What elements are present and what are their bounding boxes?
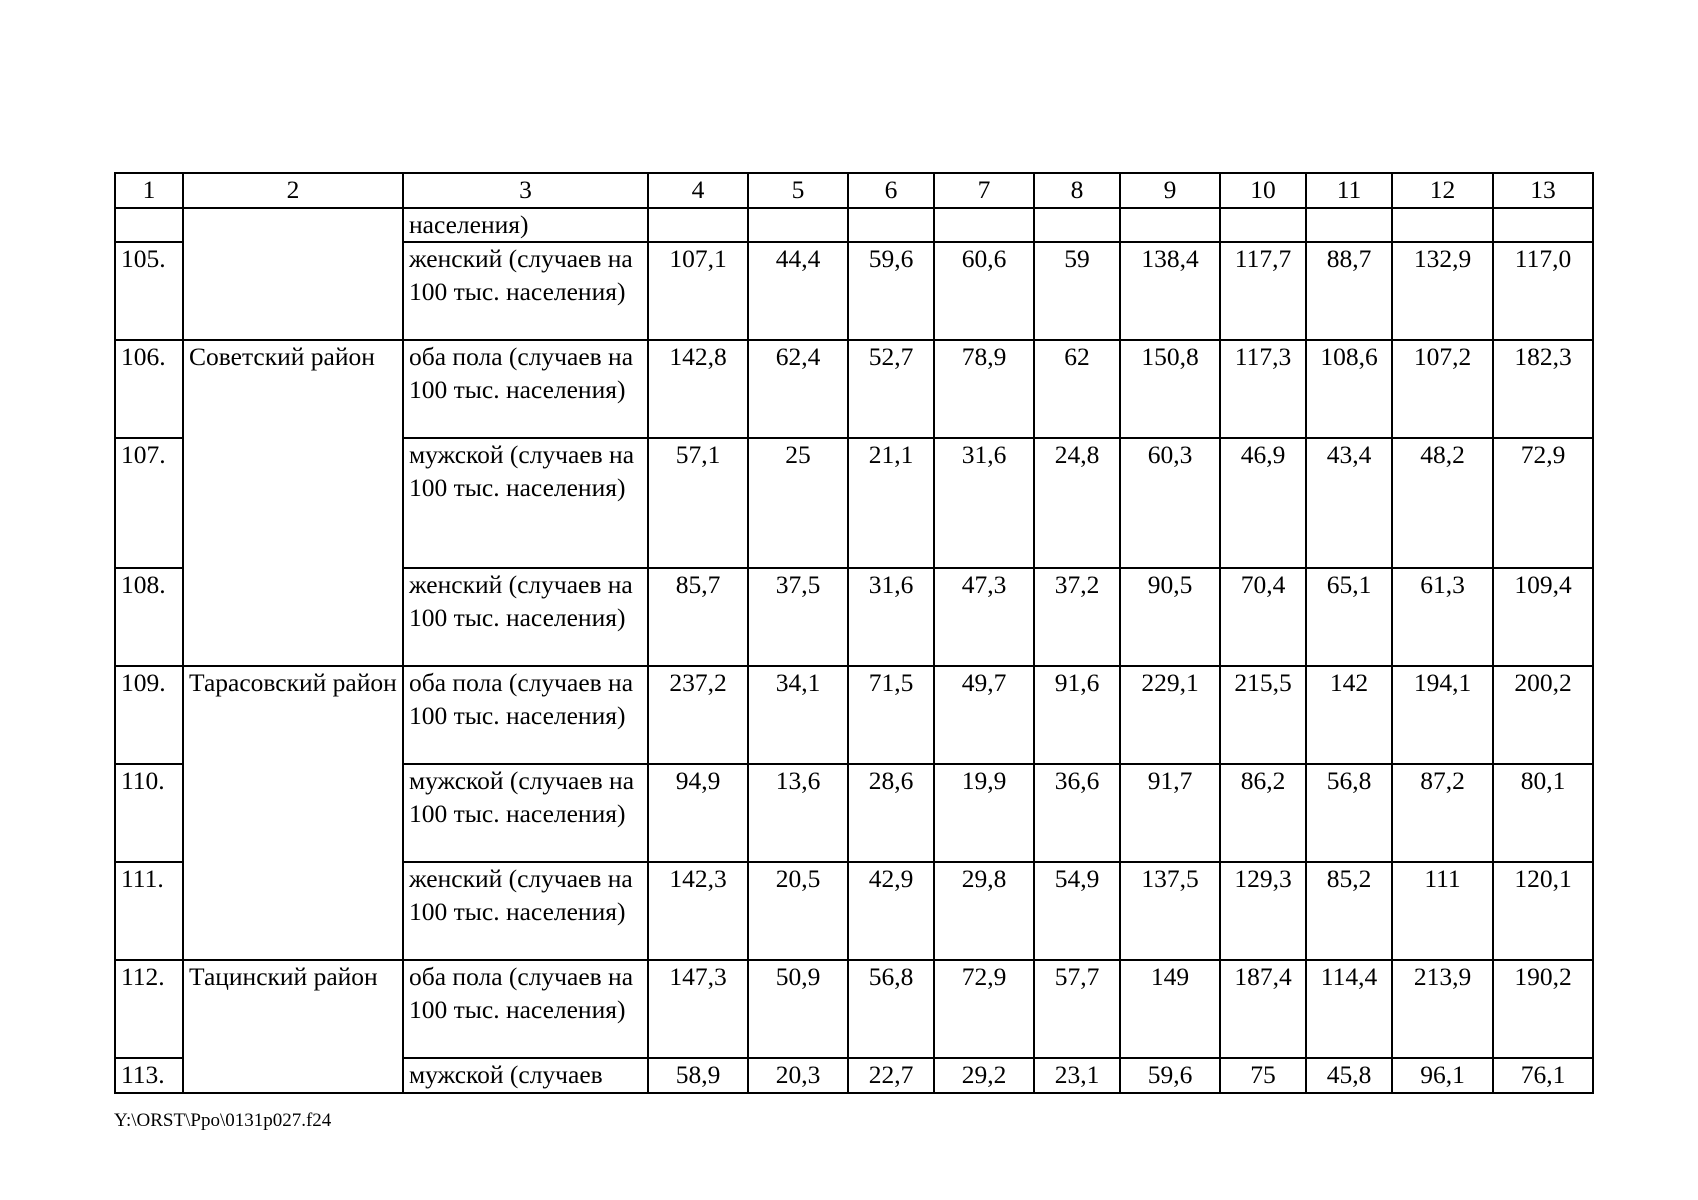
value-cell: 87,2 xyxy=(1392,764,1493,862)
sex-cell: оба пола (случаев на 100 тыс. населения) xyxy=(403,960,648,1058)
table-row xyxy=(115,340,1593,438)
value-cell: 215,5 xyxy=(1220,666,1306,764)
value-cell: 62 xyxy=(1034,340,1120,438)
value-cell: 237,2 xyxy=(648,666,748,764)
value-cell: 138,4 xyxy=(1120,242,1220,340)
value-cell: 62,4 xyxy=(748,340,848,438)
value-cell: 60,3 xyxy=(1120,438,1220,568)
value-cell: 22,7 xyxy=(848,1058,934,1093)
value-cell: 85,2 xyxy=(1306,862,1392,960)
value-cell: 31,6 xyxy=(934,438,1034,568)
row-number: 107. xyxy=(115,438,183,568)
column-header: 8 xyxy=(1034,173,1120,208)
value-cell: 76,1 xyxy=(1493,1058,1593,1093)
value-cell: 96,1 xyxy=(1392,1058,1493,1093)
sex-cell: мужской (случаев на 100 тыс. населения) xyxy=(403,764,648,862)
value-cell: 117,3 xyxy=(1220,340,1306,438)
value-cell: 34,1 xyxy=(748,666,848,764)
sex-cell: населения) xyxy=(403,208,648,243)
value-cell: 60,6 xyxy=(934,242,1034,340)
column-header: 5 xyxy=(748,173,848,208)
row-number: 108. xyxy=(115,568,183,666)
value-cell: 137,5 xyxy=(1120,862,1220,960)
value-cell: 187,4 xyxy=(1220,960,1306,1058)
value-cell: 56,8 xyxy=(1306,764,1392,862)
value-cell xyxy=(1306,208,1392,243)
value-cell: 117,7 xyxy=(1220,242,1306,340)
value-cell: 42,9 xyxy=(848,862,934,960)
sex-cell: женский (случаев на 100 тыс. населения) xyxy=(403,568,648,666)
value-cell: 20,3 xyxy=(748,1058,848,1093)
value-cell: 132,9 xyxy=(1392,242,1493,340)
value-cell: 78,9 xyxy=(934,340,1034,438)
value-cell: 142,3 xyxy=(648,862,748,960)
value-cell: 88,7 xyxy=(1306,242,1392,340)
row-number: 112. xyxy=(115,960,183,1058)
value-cell: 108,6 xyxy=(1306,340,1392,438)
value-cell: 200,2 xyxy=(1493,666,1593,764)
value-cell: 65,1 xyxy=(1306,568,1392,666)
column-header: 9 xyxy=(1120,173,1220,208)
value-cell: 57,1 xyxy=(648,438,748,568)
value-cell: 142,8 xyxy=(648,340,748,438)
column-header: 3 xyxy=(403,173,648,208)
row-number xyxy=(115,208,183,243)
value-cell: 59,6 xyxy=(848,242,934,340)
column-header: 13 xyxy=(1493,173,1593,208)
district-cell: Советский район xyxy=(183,340,403,666)
value-cell: 70,4 xyxy=(1220,568,1306,666)
value-cell xyxy=(1392,208,1493,243)
value-cell: 107,1 xyxy=(648,242,748,340)
value-cell: 25 xyxy=(748,438,848,568)
row-number: 110. xyxy=(115,764,183,862)
value-cell: 47,3 xyxy=(934,568,1034,666)
district-cell: Тацинский район xyxy=(183,960,403,1093)
value-cell: 117,0 xyxy=(1493,242,1593,340)
row-number: 106. xyxy=(115,340,183,438)
column-header: 7 xyxy=(934,173,1034,208)
value-cell: 20,5 xyxy=(748,862,848,960)
value-cell: 21,1 xyxy=(848,438,934,568)
column-header: 6 xyxy=(848,173,934,208)
value-cell: 37,5 xyxy=(748,568,848,666)
column-header: 11 xyxy=(1306,173,1392,208)
value-cell: 28,6 xyxy=(848,764,934,862)
row-number: 111. xyxy=(115,862,183,960)
value-cell: 107,2 xyxy=(1392,340,1493,438)
value-cell: 229,1 xyxy=(1120,666,1220,764)
value-cell: 19,9 xyxy=(934,764,1034,862)
value-cell: 80,1 xyxy=(1493,764,1593,862)
value-cell: 190,2 xyxy=(1493,960,1593,1058)
value-cell: 13,6 xyxy=(748,764,848,862)
row-number: 105. xyxy=(115,242,183,340)
column-header: 12 xyxy=(1392,173,1493,208)
value-cell: 24,8 xyxy=(1034,438,1120,568)
value-cell: 129,3 xyxy=(1220,862,1306,960)
value-cell xyxy=(1034,208,1120,243)
value-cell: 72,9 xyxy=(1493,438,1593,568)
value-cell: 59 xyxy=(1034,242,1120,340)
value-cell xyxy=(934,208,1034,243)
table-row xyxy=(115,666,1593,764)
value-cell: 91,7 xyxy=(1120,764,1220,862)
value-cell: 86,2 xyxy=(1220,764,1306,862)
table-row xyxy=(115,960,1593,1058)
value-cell: 37,2 xyxy=(1034,568,1120,666)
value-cell: 57,7 xyxy=(1034,960,1120,1058)
value-cell: 85,7 xyxy=(648,568,748,666)
statistics-table xyxy=(114,172,1594,1094)
value-cell: 120,1 xyxy=(1493,862,1593,960)
value-cell: 213,9 xyxy=(1392,960,1493,1058)
sex-cell: мужской (случаев xyxy=(403,1058,648,1093)
value-cell: 45,8 xyxy=(1306,1058,1392,1093)
value-cell: 58,9 xyxy=(648,1058,748,1093)
value-cell: 109,4 xyxy=(1493,568,1593,666)
value-cell: 56,8 xyxy=(848,960,934,1058)
value-cell: 59,6 xyxy=(1120,1058,1220,1093)
value-cell: 29,8 xyxy=(934,862,1034,960)
value-cell: 44,4 xyxy=(748,242,848,340)
value-cell: 75 xyxy=(1220,1058,1306,1093)
value-cell: 150,8 xyxy=(1120,340,1220,438)
sex-cell: мужской (случаев на 100 тыс. населения) xyxy=(403,438,648,568)
value-cell: 48,2 xyxy=(1392,438,1493,568)
column-header: 10 xyxy=(1220,173,1306,208)
value-cell: 91,6 xyxy=(1034,666,1120,764)
value-cell: 49,7 xyxy=(934,666,1034,764)
value-cell: 72,9 xyxy=(934,960,1034,1058)
value-cell: 182,3 xyxy=(1493,340,1593,438)
value-cell: 71,5 xyxy=(848,666,934,764)
district-cell xyxy=(183,208,403,341)
district-cell: Тарасовский район xyxy=(183,666,403,960)
value-cell: 46,9 xyxy=(1220,438,1306,568)
value-cell: 43,4 xyxy=(1306,438,1392,568)
row-number: 113. xyxy=(115,1058,183,1093)
sex-cell: оба пола (случаев на 100 тыс. населения) xyxy=(403,666,648,764)
value-cell: 114,4 xyxy=(1306,960,1392,1058)
value-cell xyxy=(1220,208,1306,243)
value-cell: 36,6 xyxy=(1034,764,1120,862)
value-cell: 50,9 xyxy=(748,960,848,1058)
value-cell xyxy=(1120,208,1220,243)
value-cell: 61,3 xyxy=(1392,568,1493,666)
sex-cell: женский (случаев на 100 тыс. населения) xyxy=(403,242,648,340)
column-header: 4 xyxy=(648,173,748,208)
value-cell: 31,6 xyxy=(848,568,934,666)
sex-cell: оба пола (случаев на 100 тыс. населения) xyxy=(403,340,648,438)
row-number: 109. xyxy=(115,666,183,764)
column-header: 2 xyxy=(183,173,403,208)
value-cell: 94,9 xyxy=(648,764,748,862)
value-cell: 90,5 xyxy=(1120,568,1220,666)
file-path-footer: Y:\ORST\Ppo\0131p027.f24 xyxy=(114,1110,332,1131)
table-row xyxy=(115,208,1593,243)
value-cell xyxy=(1493,208,1593,243)
value-cell: 54,9 xyxy=(1034,862,1120,960)
value-cell: 111 xyxy=(1392,862,1493,960)
value-cell: 52,7 xyxy=(848,340,934,438)
value-cell: 23,1 xyxy=(1034,1058,1120,1093)
column-number-row xyxy=(115,173,1593,208)
value-cell: 147,3 xyxy=(648,960,748,1058)
value-cell xyxy=(748,208,848,243)
value-cell xyxy=(848,208,934,243)
value-cell: 149 xyxy=(1120,960,1220,1058)
value-cell: 142 xyxy=(1306,666,1392,764)
value-cell: 29,2 xyxy=(934,1058,1034,1093)
value-cell xyxy=(648,208,748,243)
sex-cell: женский (случаев на 100 тыс. населения) xyxy=(403,862,648,960)
column-header: 1 xyxy=(115,173,183,208)
value-cell: 194,1 xyxy=(1392,666,1493,764)
